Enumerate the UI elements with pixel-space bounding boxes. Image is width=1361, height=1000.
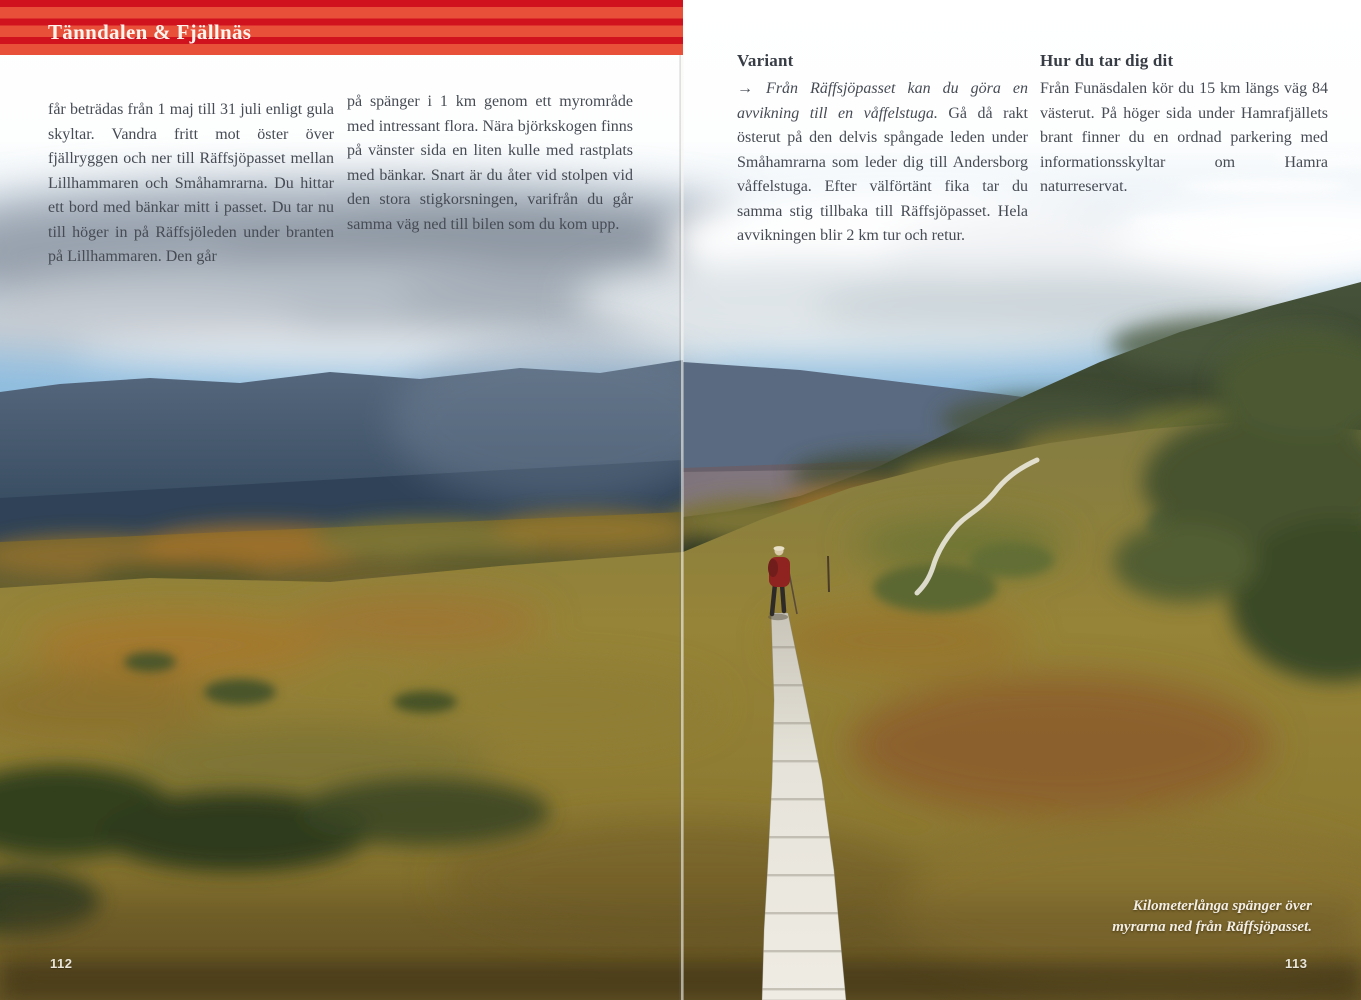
directions-section bbox=[1040, 50, 1328, 200]
page-number-right: 113 bbox=[1285, 956, 1308, 971]
body-paragraph: på spänger i 1 km genom ett myrområde med intressant flora. Nära björkskogen finns på vänster sida en liten kulle med rastplats med bänkar. Snart är du åter vid stolpen vid den stora stigkorsningen, varifrån du går samma väg ned till bilen som du kom upp. bbox=[347, 93, 633, 233]
page-number-left: 112 bbox=[50, 956, 73, 971]
variant-section bbox=[737, 50, 1028, 249]
left-page-column-1 bbox=[48, 98, 334, 270]
chapter-title: Tänndalen & Fjällnäs bbox=[48, 20, 252, 44]
variant-heading: Variant bbox=[737, 51, 794, 70]
arrow-icon: → bbox=[737, 80, 754, 97]
variant-lead: Från Räffsjöpasset kan du göra en avvikning till en våffelstuga. bbox=[737, 80, 1029, 122]
page-gutter bbox=[680, 0, 684, 1000]
caption-line-2: myrarna ned från Räffsjöpasset. bbox=[1112, 919, 1312, 935]
chapter-banner bbox=[0, 0, 683, 55]
variant-paragraph bbox=[737, 77, 1028, 249]
left-page-column-2 bbox=[347, 90, 633, 237]
directions-paragraph: Från Funäsdalen kör du 15 km längs väg 84 västerut. På höger sida under Hamrafjällets brant finner du en ordnad parkering med informationsskyltar om Hamra naturreservat. bbox=[1040, 80, 1328, 195]
caption-line-1: Kilometerlånga spänger över bbox=[1132, 898, 1312, 914]
marker-post bbox=[828, 556, 829, 592]
photo-caption bbox=[1112, 896, 1312, 938]
directions-heading: Hur du tar dig dit bbox=[1040, 51, 1174, 70]
variant-body: Gå då rakt österut på den delvis spångade leden under Småhamrarna som leder dig till Andersborg våffelstuga. Efter välförtänt fika tar du samma stig tillbaka till Räffsjöpasset. Hela avvikningen blir 2 km tur och retur. bbox=[737, 104, 1028, 244]
body-paragraph: får beträdas från 1 maj till 31 juli enligt gula skyltar. Vandra fritt mot öster över fjällryggen och ner till Räffsjöpasset mellan Lillhammaren och Småhamrarna. Du hittar ett bord med bänkar mitt i passet. Du tar nu till höger in på Räffsjöleden under branten på Lillhammaren. Den går bbox=[48, 101, 334, 265]
